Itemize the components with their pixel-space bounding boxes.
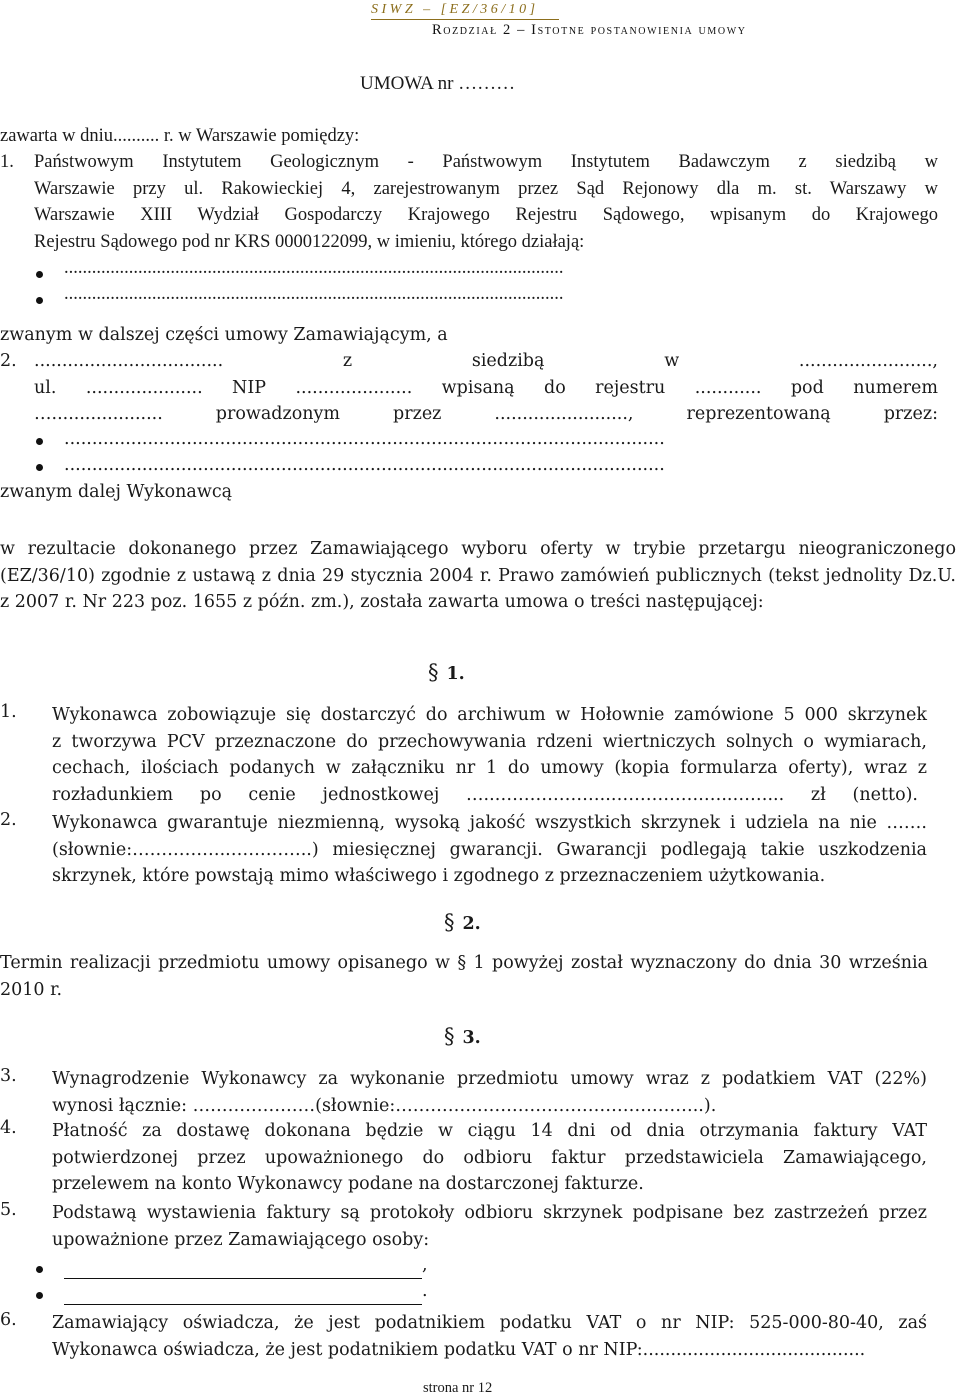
- contract-title: UMOWA nr ………: [360, 73, 516, 94]
- result-paragraph: [0, 536, 956, 616]
- point-line: potwierdzonej przez upoważnionego do odbioru faktur przedstawiciela Zamawiającego,: [52, 1147, 927, 1168]
- point-text: [52, 1310, 927, 1363]
- section-2-heading: [444, 910, 481, 934]
- bullet-icon: [36, 1292, 43, 1299]
- paragraph-line-last: 2010 r.: [0, 979, 63, 1000]
- date-line: zawarta w dniu.......... r. w Warszawie pomiędzy:: [0, 126, 360, 146]
- party2-block: [34, 348, 938, 428]
- party2-representative: ............................................................................................................: [64, 429, 665, 449]
- point-number: 5.: [0, 1200, 17, 1220]
- section-2-text: [0, 950, 928, 1003]
- point-number: 6.: [0, 1310, 17, 1330]
- point-text: [52, 702, 927, 808]
- party1-line-last: Rejestru Sądowego pod nr KRS 0000122099, w imieniu, którego działają:: [34, 231, 585, 252]
- point-number: 4.: [0, 1118, 17, 1138]
- paragraph-line: (EZ/36/10) zgodnie z ustawą z dnia 29 stycznia 2004 r. Prawo zamówień publicznych (tekst jednolity Dz.U.: [0, 565, 956, 586]
- point-text: [52, 1066, 927, 1119]
- section-3-heading: [444, 1024, 481, 1048]
- party2-line: ….................... prowadzonym przez ........................, reprezentowaną przez:: [34, 404, 938, 425]
- bullet-icon: [36, 1266, 43, 1273]
- paragraph-line: w rezultacie dokonanego przez Zamawiającego wyboru oferty w trybie przetargu nieograniczonego: [0, 539, 956, 559]
- party2-representative: ............................................................................................................: [64, 455, 665, 475]
- point-text: [52, 810, 927, 890]
- point-line: Wynagrodzenie Wykonawcy za wykonanie przedmiotu umowy wraz z podatkiem VAT (22%): [52, 1069, 927, 1089]
- party1-representative: ............................................................................................................: [64, 284, 564, 304]
- blank-line-ending: .: [422, 1281, 428, 1301]
- header-document-code: SIWZ – [EZ/36/10]: [371, 2, 539, 17]
- bullet-icon: [36, 438, 43, 445]
- party1-line: Państwowym Instytutem Geologicznym - Państwowym Instytutem Badawczym z siedzibą w: [34, 152, 938, 172]
- bullet-icon: [36, 464, 43, 471]
- party2-number: 2.: [0, 351, 17, 371]
- party1-line: Warszawie XIII Wydział Gospodarczy Krajowego Rejestru Sądowego, wpisanym do Krajowego: [34, 205, 938, 226]
- section-symbol: §: [444, 910, 455, 934]
- point-line-last: przelewem na konto Wykonawcy podane na dostarczonej fakturze.: [52, 1174, 644, 1195]
- point-line: Wykonawca zobowiązuje się dostarczyć do archiwum w Hołownie zamówione 5 000 skrzynek: [52, 705, 927, 725]
- header-chapter-title: Rozdział 2 – Istotne postanowienia umowy: [432, 22, 747, 38]
- point-text: [52, 1200, 927, 1253]
- point-line: z tworzywa PCV przeznaczone do przechowywania rdzeni wiertniczych solnych o wymiarach,: [52, 731, 927, 752]
- point-line: Zamawiający oświadcza, że jest podatnikiem podatku VAT o nr NIP: 525-000-80-40, zaś: [52, 1313, 927, 1333]
- signatory-blank-1: [64, 1252, 428, 1279]
- point-line-last: rozładunkiem po cenie jednostkowej …..………………..…………….…..……... zł (netto).: [52, 784, 918, 805]
- section-1-heading: [428, 660, 465, 684]
- wykonawca-label: zwanym dalej Wykonawcą: [0, 482, 233, 502]
- point-line: Podstawą wystawienia faktury są protokoły odbioru skrzynek podpisane bez zastrzeżeń przez: [52, 1203, 927, 1223]
- page-number: strona nr 12: [423, 1380, 493, 1396]
- point-line: cechach, ilościach podanych w załączniku nr 1 do umowy (kopia formularza oferty), wraz z: [52, 758, 927, 779]
- point-number: 1.: [0, 702, 17, 722]
- bullet-icon: [36, 271, 43, 278]
- point-line-last: wynosi łącznie: …………………(słownie:……………………………………………..).: [52, 1095, 717, 1116]
- paragraph-line: Termin realizacji przedmiotu umowy opisanego w § 1 powyżej został wyznaczony do dnia 30 września: [0, 953, 928, 973]
- party1-number: 1.: [0, 152, 14, 172]
- point-number: 3.: [0, 1066, 17, 1086]
- header-underline: [371, 19, 559, 20]
- party2-line: .................................. z siedzibą w ........................,: [34, 351, 938, 371]
- blank-line-ending: ,: [422, 1255, 428, 1275]
- blank-line: [64, 1260, 422, 1279]
- point-text: [52, 1118, 927, 1198]
- point-line-last: skrzynek, które powstają mimo właściwego i zgodnego z przeznaczeniem użytkowania.: [52, 866, 826, 887]
- point-line-last: upoważnione przez Zamawiającego osoby:: [52, 1229, 430, 1250]
- point-line: Wykonawca gwarantuje niezmienną, wysoką jakość wszystkich skrzynek i udziela na nie …….: [52, 813, 927, 833]
- paragraph-line-last: z 2007 r. Nr 223 poz. 1655 z późn. zm.), została zawarta umowa o treści następującej:: [0, 592, 764, 613]
- section-symbol: §: [428, 660, 439, 684]
- point-line: (słownie:……………..…………..) miesięcznej gwarancji. Gwarancji podlegają takie uszkodzenia: [52, 839, 927, 860]
- party1-block: [34, 149, 938, 255]
- section-symbol: §: [444, 1024, 455, 1048]
- section-number: 2.: [462, 914, 481, 934]
- point-number: 2.: [0, 810, 17, 830]
- party1-line: Warszawie przy ul. Rakowieckiej 4, zarejestrowanym przez Sąd Rejonowy dla m. st. Warszawy w: [34, 178, 938, 199]
- bullet-icon: [36, 297, 43, 304]
- party1-representative: ............................................................................................................: [64, 258, 564, 278]
- section-number: 3.: [462, 1028, 481, 1048]
- point-line-last: Wykonawca oświadcza, że jest podatnikiem podatku VAT o nr NIP:........................................: [52, 1339, 866, 1360]
- blank-line: [64, 1286, 422, 1305]
- section-number: 1.: [446, 664, 465, 684]
- signatory-blank-2: [64, 1278, 428, 1305]
- zamawiajacy-label: zwanym w dalszej części umowy Zamawiającym, a: [0, 325, 448, 345]
- party2-line: ul. ..................... NIP ..................... wpisaną do rejestru ............ pod numerem: [34, 377, 938, 398]
- point-line: Płatność za dostawę dokonana będzie w ciągu 14 dni od dnia otrzymania faktury VAT: [52, 1121, 927, 1141]
